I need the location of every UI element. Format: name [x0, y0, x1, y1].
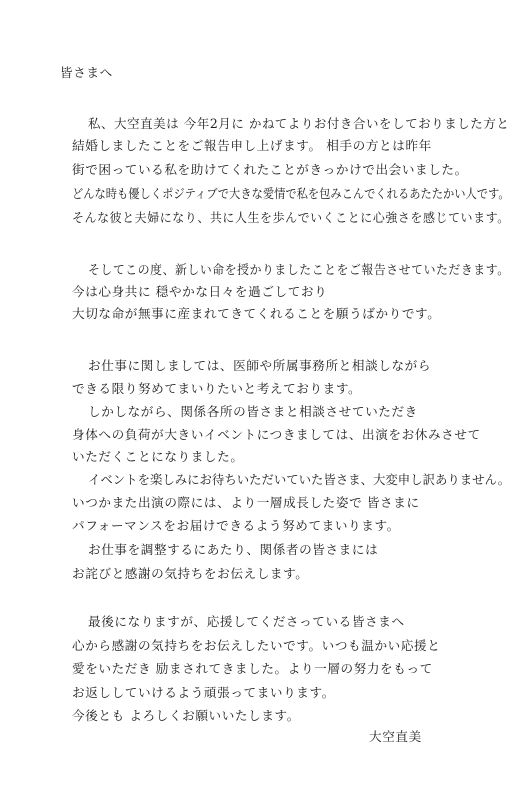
letter-line: お仕事に関しましては、医師や所属事務所と相談しながら	[88, 358, 432, 373]
letter-line: イベントを楽しみにお待ちいただいていた皆さま、大変申し訳ありません。	[88, 472, 511, 487]
letter-line: お返ししていけるよう頑張ってまいります。	[72, 685, 335, 700]
letter-line: パフォーマンスをお届けできるよう努めてまいります。	[72, 518, 400, 533]
letter-line: そんな彼と夫婦になり、共に人生を歩んでいくことに心強さを感じています。	[72, 210, 510, 225]
letter-line: 私、大空直美は 今年2月に かねてよりお付き合いをしておりました方と	[88, 116, 510, 131]
greeting: 皆さまへ	[60, 65, 113, 80]
letter-line: 身体への負荷が大きいイベントにつきましては、出演をお休みさせて	[72, 427, 481, 442]
letter-line: いつかまた出演の際には、より一層成長した姿で 皆さまに	[72, 495, 420, 510]
letter-line: 最後になりますが、応援してくださっている皆さまへ	[88, 614, 405, 629]
letter-line: 今後とも よろしくお願いいたします。	[72, 708, 300, 723]
letter-line: 今は心身共に 穏やかな日々を過ごしており	[72, 284, 328, 299]
letter-line: 愛をいただき 励まされてきました。より一層の努力をもって	[72, 661, 433, 676]
letter-line: 心から感謝の気持ちをお伝えしたいです。いつも温かい応援と	[72, 638, 441, 653]
letter-line: お詫びと感謝の気持ちをお伝えします。	[72, 566, 309, 581]
letter-line: 結婚しましたことをご報告申し上げます。 相手の方とは昨年	[72, 138, 432, 153]
letter-line: 大切な命が無事に産まれてきてくれることを願うばかりです。	[72, 306, 441, 321]
letter-line: しかしながら、関係各所の皆さまと相談させていただき	[88, 404, 418, 419]
letter-line: そしてこの度、新しい命を授かりましたことをご報告させていただきます。	[88, 262, 510, 277]
letter-line: 街で困っている私を助けてくれたことがきっかけで出会いました。	[72, 162, 468, 177]
letter-line: お仕事を調整するにあたり、関係者の皆さまには	[88, 542, 379, 557]
letter-line: どんな時も優しくポジティブで大きな愛情で私を包みこんでくれるあたたかい人です。	[72, 186, 510, 201]
letter-line: できる限り努めてまいりたいと考えております。	[72, 381, 362, 396]
letter-line: いただくことになりました。	[72, 449, 244, 464]
signature: 大空直美	[369, 729, 422, 744]
